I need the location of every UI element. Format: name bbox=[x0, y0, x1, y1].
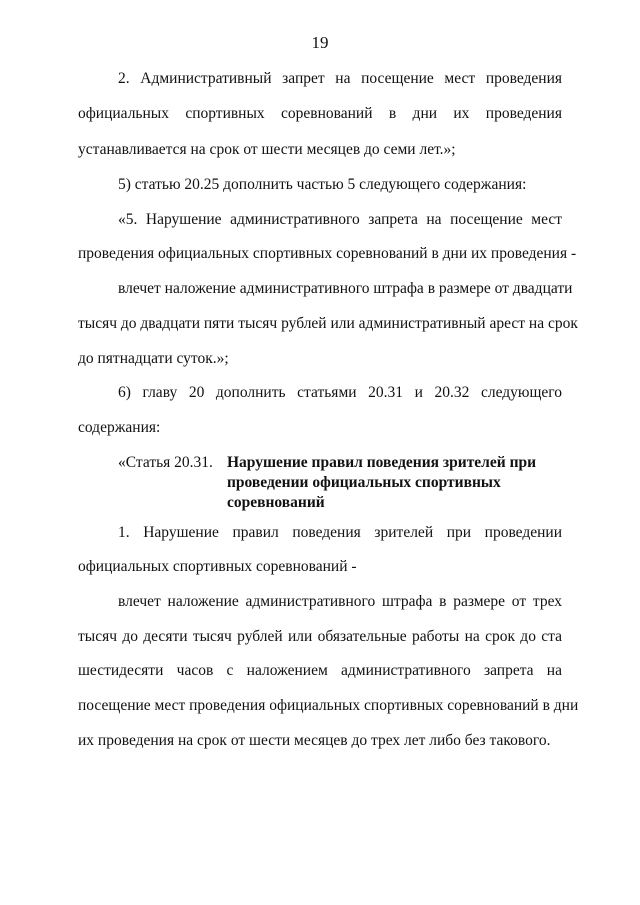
paragraph-line: 6) главу 20 дополнить статьями 20.31 и 20.32 следующего bbox=[118, 384, 562, 401]
article-title bbox=[227, 453, 547, 513]
article-label: «Статья 20.31. bbox=[118, 454, 213, 471]
paragraph-line: проведения официальных спортивных соревнований в дни их проведения - bbox=[78, 245, 577, 262]
paragraph-line: устанавливается на срок от шести месяцев до семи лет.»; bbox=[78, 141, 456, 158]
article-line: посещение мест проведения официальных спортивных соревнований в дни bbox=[78, 697, 579, 714]
paragraph-line: 2. Административный запрет на посещение мест проведения bbox=[118, 70, 562, 87]
article-line: официальных спортивных соревнований - bbox=[78, 558, 357, 575]
article-line: шестидесяти часов с наложением административного запрета на bbox=[78, 662, 562, 679]
article-title-line: соревнований bbox=[227, 494, 325, 511]
page-number: 19 bbox=[311, 33, 329, 52]
paragraph-line: до пятнадцати суток.»; bbox=[78, 350, 229, 367]
article-line: их проведения на срок от шести месяцев до трех лет либо без такового. bbox=[78, 732, 551, 749]
article-line: влечет наложение административного штрафа в размере от трех bbox=[118, 593, 562, 610]
paragraph-line: официальных спортивных соревнований в дни их проведения bbox=[78, 105, 562, 122]
paragraph-line: 5) статью 20.25 дополнить частью 5 следующего содержания: bbox=[118, 176, 527, 193]
paragraph-line: тысяч до двадцати пяти тысяч рублей или административный арест на срок bbox=[78, 315, 578, 332]
paragraph-line: влечет наложение административного штрафа в размере от двадцати bbox=[118, 280, 573, 297]
paragraph-line: содержания: bbox=[78, 419, 161, 436]
article-title-line: проведении официальных спортивных bbox=[227, 474, 501, 491]
article-line: тысяч до десяти тысяч рублей или обязательные работы на срок до ста bbox=[78, 628, 562, 645]
article-line: 1. Нарушение правил поведения зрителей при проведении bbox=[118, 524, 562, 541]
article-title-line: Нарушение правил поведения зрителей при bbox=[227, 454, 537, 471]
paragraph-line: «5. Нарушение административного запрета на посещение мест bbox=[118, 211, 562, 228]
